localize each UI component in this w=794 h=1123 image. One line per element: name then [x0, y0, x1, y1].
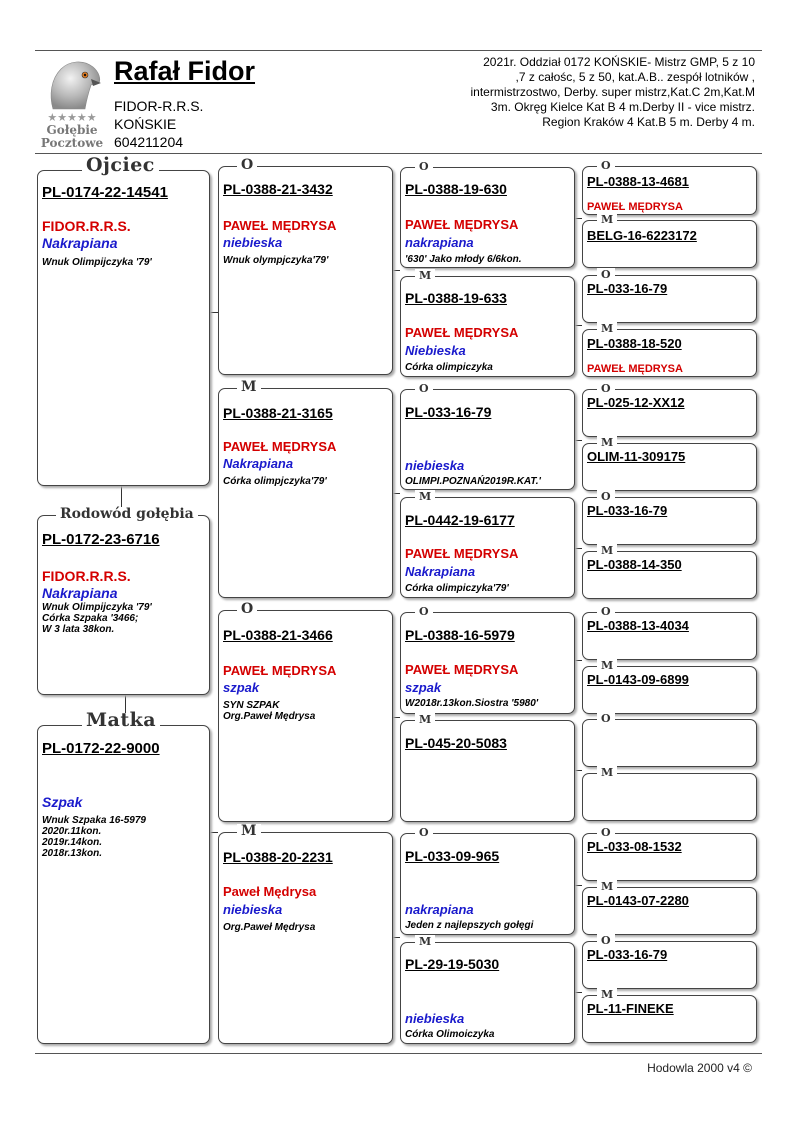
pigeon-color: nakrapiana	[405, 902, 474, 917]
male-label: O	[597, 605, 615, 619]
rating-stars: ★★★★★	[47, 111, 97, 124]
note-line: Wnuk Szpaka 16-5979	[42, 815, 146, 826]
great-grandparent-card	[400, 935, 575, 1044]
female-label: M	[597, 213, 617, 227]
ring-number: PL-0388-19-630	[405, 181, 507, 197]
pigeon-color: szpak	[405, 680, 442, 695]
grandparent-card	[218, 157, 393, 375]
female-label: M	[597, 322, 617, 336]
ancestor-card	[582, 544, 757, 599]
ring-number: PL-033-09-965	[405, 848, 500, 864]
note-line: 2020r.11kon.	[42, 826, 102, 837]
pigeon-color: niebieska	[405, 458, 465, 473]
ancestor-card	[582, 605, 757, 660]
owner-line-3: 604211204	[114, 134, 184, 150]
breeder-name: PAWEŁ MĘDRYSA	[223, 439, 337, 454]
female-label: M	[237, 380, 261, 394]
breeder-name: PAWEŁ MĘDRYSA	[405, 662, 519, 677]
top-rule	[35, 50, 762, 51]
pigeon-color: nakrapiana	[405, 235, 474, 250]
breeder-name: PAWEŁ MĘDRYSA	[405, 546, 519, 561]
female-label: M	[415, 269, 435, 283]
ring-number: PL-0388-21-3466	[223, 627, 333, 643]
male-label: O	[415, 605, 433, 619]
female-label: M	[237, 824, 261, 838]
ancestor-card	[582, 382, 757, 437]
mother-card	[37, 709, 210, 1044]
ring-number: PL-033-16-79	[587, 503, 668, 518]
connector-line	[393, 937, 400, 938]
note-line: Córka olimpiczyka	[405, 362, 493, 373]
ring-number: PL-0388-14-350	[587, 557, 682, 572]
ring-number: PL-033-16-79	[587, 281, 668, 296]
subject-label: Rodowód gołębia	[56, 507, 198, 521]
note-line: W 3 lata 38kon.	[42, 624, 115, 635]
ring-number: PL-045-20-5083	[405, 735, 507, 751]
male-label: O	[597, 490, 615, 504]
logo-word-2: Pocztowe	[40, 136, 104, 150]
great-grandparent-card	[400, 605, 575, 714]
ring-number: PL-0388-21-3432	[223, 181, 333, 197]
ancestor-card	[582, 766, 757, 821]
connector-line	[575, 660, 582, 661]
note-line: Córka Szpaka '3466;	[42, 613, 139, 624]
breeder-name: PAWEŁ MĘDRYSA	[405, 217, 519, 232]
male-label: O	[597, 712, 615, 726]
great-grandparent-card	[400, 160, 575, 268]
ancestor-card	[582, 213, 757, 268]
logo	[37, 57, 107, 149]
note-line: '630' Jako młody 6/6kon.	[405, 254, 522, 265]
ring-number: PL-0442-19-6177	[405, 512, 515, 528]
note-line: Córka Olimoiczyka	[405, 1029, 495, 1040]
achievements-text: 2021r. Oddział 0172 KOŃSKIE- Mistrz GMP, 5 z 10 ,7 z całośc, 5 z 50, kat.A.B.. zespół lotników , intermistrzostwo, Derby. super mistrz,Kat.C 2m,Kat.M 3m. Okręg Kielce Kat B 4 m.Derby II - vice mistrz. Region Kraków 4 Kat.B 5 m. Derby 4 m.	[470, 55, 755, 129]
male-label: O	[415, 160, 433, 174]
female-label: M	[597, 659, 617, 673]
pigeon-color: niebieska	[223, 235, 283, 250]
note-line: Wnuk Olimpijczyka '79'	[42, 602, 152, 613]
breeder-name: PAWEŁ MĘDRYSA	[587, 201, 683, 213]
owner-name: Rafał Fidor	[114, 56, 256, 86]
ring-number: PL-025-12-XX12	[587, 395, 685, 410]
footer-text: Hodowla 2000 v4 ©	[647, 1061, 752, 1075]
ancestor-card	[582, 826, 757, 881]
male-label: O	[597, 934, 615, 948]
note-line: Córka olimpjczyka'79'	[223, 476, 327, 487]
ancestor-card	[582, 934, 757, 989]
breeder-name: PAWEŁ MĘDRYSA	[405, 325, 519, 340]
male-label: O	[415, 382, 433, 396]
great-grandparent-card	[400, 382, 575, 490]
note-line: Org.Paweł Mędrysa	[223, 711, 316, 722]
ring-number: PL-0143-09-6899	[587, 672, 689, 687]
ancestor-card	[582, 159, 757, 215]
female-label: M	[597, 880, 617, 894]
grandparent-card	[218, 379, 393, 598]
ring-number: PL-11-FINEKE	[587, 1001, 674, 1016]
ring-number: PL-0174-22-14541	[42, 184, 168, 201]
male-label: O	[415, 826, 433, 840]
pigeon-color: Nakrapiana	[42, 585, 118, 601]
ancestor-card	[582, 322, 757, 377]
note-line: Córka olimpiczyka'79'	[405, 583, 509, 594]
logo-word-1: Gołębie	[46, 123, 98, 137]
pigeon-color: Nakrapiana	[42, 235, 118, 251]
female-label: M	[597, 988, 617, 1002]
grandparent-card	[218, 823, 393, 1044]
father-label: Ojciec	[82, 158, 159, 172]
female-label: M	[415, 935, 435, 949]
ring-number: PL-033-16-79	[587, 947, 668, 962]
ancestor-card	[582, 712, 757, 767]
male-label: O	[237, 158, 257, 172]
connector-line	[210, 832, 218, 833]
ring-number: PL-29-19-5030	[405, 956, 500, 972]
father-card	[37, 154, 210, 486]
note-line: W2018r.13kon.Siostra '5980'	[405, 698, 539, 709]
male-label: O	[597, 382, 615, 396]
great-grandparent-card	[400, 269, 575, 377]
connector-line	[575, 885, 582, 886]
female-label: M	[597, 544, 617, 558]
ancestor-card	[582, 880, 757, 935]
breeder-name: PAWEŁ MĘDRYSA	[223, 663, 337, 678]
connector-line	[575, 218, 582, 219]
pigeon-color: szpak	[223, 680, 260, 695]
female-label: M	[415, 490, 435, 504]
connector-line	[210, 312, 218, 313]
breeder-name: PAWEŁ MĘDRYSA	[223, 218, 337, 233]
ancestor-card	[582, 436, 757, 491]
ring-number: PL-0388-13-4681	[587, 174, 689, 189]
ancestor-card	[582, 659, 757, 714]
ring-number: PL-0388-20-2231	[223, 849, 333, 865]
male-label: O	[597, 268, 615, 282]
pigeon-color: Niebieska	[405, 343, 466, 358]
ring-number: OLIM-11-309175	[587, 449, 686, 464]
grandparent-card	[218, 601, 393, 822]
ring-number: PL-033-16-79	[405, 404, 492, 420]
note-line: Wnuk Olimpijczyka '79'	[42, 257, 152, 268]
note-line: Jeden z najlepszych gołęgi	[405, 920, 534, 931]
connector-line	[121, 486, 122, 507]
ring-number: PL-0172-22-9000	[42, 740, 160, 757]
breeder-name: FIDOR.R.R.S.	[42, 568, 131, 584]
pigeon-color: niebieska	[223, 902, 283, 917]
pigeon-color: Nakrapiana	[223, 456, 294, 471]
breeder-name: Paweł Mędrysa	[223, 884, 317, 899]
ring-number: PL-0388-16-5979	[405, 627, 515, 643]
footer-rule	[35, 1053, 762, 1054]
pigeon-color: Szpak	[42, 794, 83, 810]
breeder-name: PAWEŁ MĘDRYSA	[587, 363, 683, 375]
ancestor-card	[582, 490, 757, 545]
owner-line-2: KOŃSKIE	[114, 116, 177, 132]
female-label: M	[415, 713, 435, 727]
pigeon-color: niebieska	[405, 1011, 465, 1026]
ancestor-card	[582, 268, 757, 323]
ring-number: PL-0172-23-6716	[42, 531, 160, 548]
note-line: 2018r.13kon.	[42, 848, 103, 859]
female-label: M	[597, 436, 617, 450]
ancestor-card	[582, 988, 757, 1043]
female-label: M	[597, 766, 617, 780]
connector-line	[575, 992, 582, 993]
pigeon-color: Nakrapiana	[405, 564, 476, 579]
owner-line-1: FIDOR-R.R.S.	[114, 98, 204, 114]
connector-line	[575, 770, 582, 771]
breeder-name: FIDOR.R.R.S.	[42, 218, 131, 234]
male-label: O	[597, 826, 615, 840]
ring-number: PL-0388-13-4034	[587, 618, 689, 633]
note-line: 2019r.14kon.	[42, 837, 103, 848]
connector-line	[575, 440, 582, 441]
connector-line	[393, 717, 400, 718]
ring-number: PL-0143-07-2280	[587, 893, 689, 908]
male-label: O	[597, 159, 615, 173]
note-line: Org.Paweł Mędrysa	[223, 922, 316, 933]
note-line: Wnuk olympjczyka'79'	[223, 255, 329, 266]
ring-number: PL-0388-18-520	[587, 336, 682, 351]
connector-line	[393, 270, 400, 271]
ring-number: PL-0388-19-633	[405, 290, 507, 306]
great-grandparent-card	[400, 826, 575, 935]
male-label: O	[237, 602, 257, 616]
subject-card	[37, 506, 210, 695]
great-grandparent-card	[400, 490, 575, 598]
connector-line	[393, 493, 400, 494]
note-line: OLIMPI.POZNAŃ2019R.KAT.'	[405, 476, 541, 487]
ring-number: PL-033-08-1532	[587, 839, 682, 854]
ring-number: BELG-16-6223172	[587, 228, 697, 243]
ring-number: PL-0388-21-3165	[223, 405, 333, 421]
great-grandparent-card	[400, 713, 575, 822]
connector-line	[575, 548, 582, 549]
mother-label: Matka	[82, 713, 160, 727]
connector-line	[575, 325, 582, 326]
note-line: SYN SZPAK	[223, 700, 280, 711]
pigeon-head-icon	[43, 57, 103, 113]
